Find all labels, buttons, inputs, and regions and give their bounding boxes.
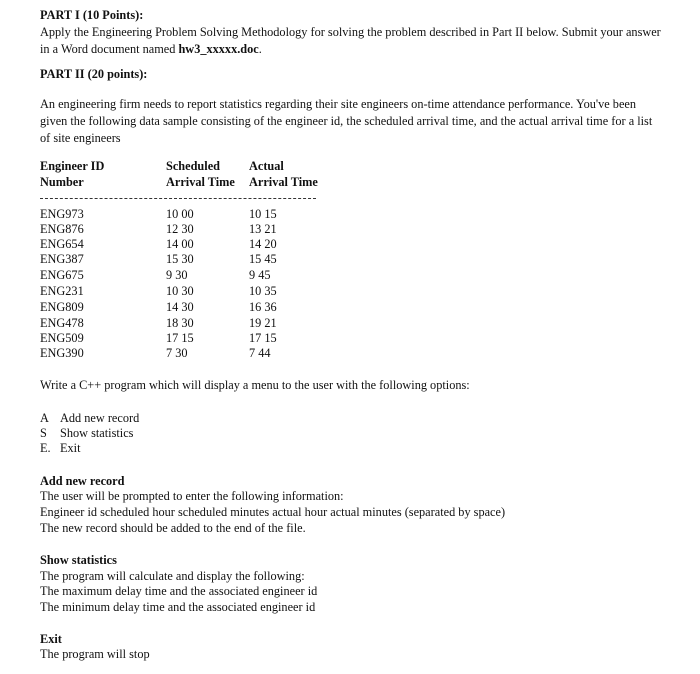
menu-key: E.	[40, 441, 51, 455]
actual-time-cell: 15 45	[249, 252, 277, 266]
table-divider	[40, 198, 316, 199]
table-row	[40, 268, 340, 283]
show-stats-line: The minimum delay time and the associated engineer id	[40, 600, 316, 614]
scheduled-time-cell: 9 30	[166, 268, 188, 282]
scheduled-time-cell: 14 30	[166, 300, 194, 314]
part2-intro: An engineering firm needs to report statistics regarding their site engineers on-time attendance performance. You've been given the following data sample consisting of the engineer id, the scheduled arrival time, and the actual arrival time for a list of site engineers	[40, 97, 653, 145]
engineer-id-cell: ENG387	[40, 252, 84, 266]
part1-paragraph	[40, 24, 665, 58]
engineer-id-cell: ENG876	[40, 222, 84, 236]
table-row	[40, 207, 340, 222]
actual-time-cell: 9 45	[249, 268, 271, 282]
engineer-id-cell: ENG675	[40, 268, 84, 282]
scheduled-time-cell: 15 30	[166, 252, 194, 266]
show-stats-line: The program will calculate and display the following:	[40, 569, 305, 583]
header-engineer-id-line2: Number	[40, 175, 84, 189]
part1-text: Apply the Engineering Problem Solving Methodology for solving the problem described in Part II below. Submit your answer in a Word document named	[40, 25, 661, 56]
menu-label: Exit	[60, 441, 81, 455]
engineer-id-cell: ENG231	[40, 284, 84, 298]
scheduled-time-cell: 17 15	[166, 331, 194, 345]
menu-label: Show statistics	[60, 426, 134, 440]
header-actual-line2: Arrival Time	[249, 175, 318, 189]
add-record-line: The new record should be added to the end of the file.	[40, 521, 306, 535]
actual-time-cell: 19 21	[249, 316, 277, 330]
header-actual-line1: Actual	[249, 159, 284, 173]
scheduled-time-cell: 7 30	[166, 346, 188, 360]
exit-title: Exit	[40, 632, 62, 646]
table-row	[40, 222, 340, 237]
actual-time-cell: 10 15	[249, 207, 277, 221]
part1-filename: hw3_xxxxx.doc	[178, 42, 259, 56]
show-stats-line: The maximum delay time and the associated engineer id	[40, 584, 318, 598]
program-prompt: Write a C++ program which will display a menu to the user with the following options:	[40, 378, 470, 392]
add-record-line: Engineer id scheduled hour scheduled minutes actual hour actual minutes (separated by space)	[40, 505, 506, 519]
table-row	[40, 331, 340, 346]
actual-time-cell: 17 15	[249, 331, 277, 345]
part1-period: .	[258, 42, 262, 56]
engineer-id-cell: ENG390	[40, 346, 84, 360]
menu-key: S	[40, 426, 47, 440]
actual-time-cell: 10 35	[249, 284, 277, 298]
scheduled-time-cell: 12 30	[166, 222, 194, 236]
header-engineer-id-line1: Engineer ID	[40, 159, 105, 173]
header-scheduled-line1: Scheduled	[166, 159, 220, 173]
table-row	[40, 346, 340, 361]
actual-time-cell: 7 44	[249, 346, 271, 360]
actual-time-cell: 13 21	[249, 222, 277, 236]
engineer-id-cell: ENG509	[40, 331, 84, 345]
menu-label: Add new record	[60, 411, 140, 425]
table-row	[40, 316, 340, 331]
part2-heading: PART II (20 points):	[40, 67, 148, 81]
menu-key: A	[40, 411, 49, 425]
engineer-id-cell: ENG654	[40, 237, 84, 251]
show-stats-title: Show statistics	[40, 553, 117, 567]
table-row	[40, 237, 340, 252]
engineer-id-cell: ENG973	[40, 207, 84, 221]
add-record-line: The user will be prompted to enter the following information:	[40, 489, 344, 503]
header-scheduled-line2: Arrival Time	[166, 175, 235, 189]
engineer-id-cell: ENG478	[40, 316, 84, 330]
scheduled-time-cell: 10 30	[166, 284, 194, 298]
add-record-title: Add new record	[40, 474, 125, 488]
scheduled-time-cell: 18 30	[166, 316, 194, 330]
table-row	[40, 284, 340, 299]
exit-line: The program will stop	[40, 647, 150, 661]
actual-time-cell: 14 20	[249, 237, 277, 251]
actual-time-cell: 16 36	[249, 300, 277, 314]
part1-heading: PART I (10 Points):	[40, 8, 144, 22]
table-row	[40, 252, 340, 267]
scheduled-time-cell: 14 00	[166, 237, 194, 251]
scheduled-time-cell: 10 00	[166, 207, 194, 221]
engineer-id-cell: ENG809	[40, 300, 84, 314]
table-row	[40, 300, 340, 315]
